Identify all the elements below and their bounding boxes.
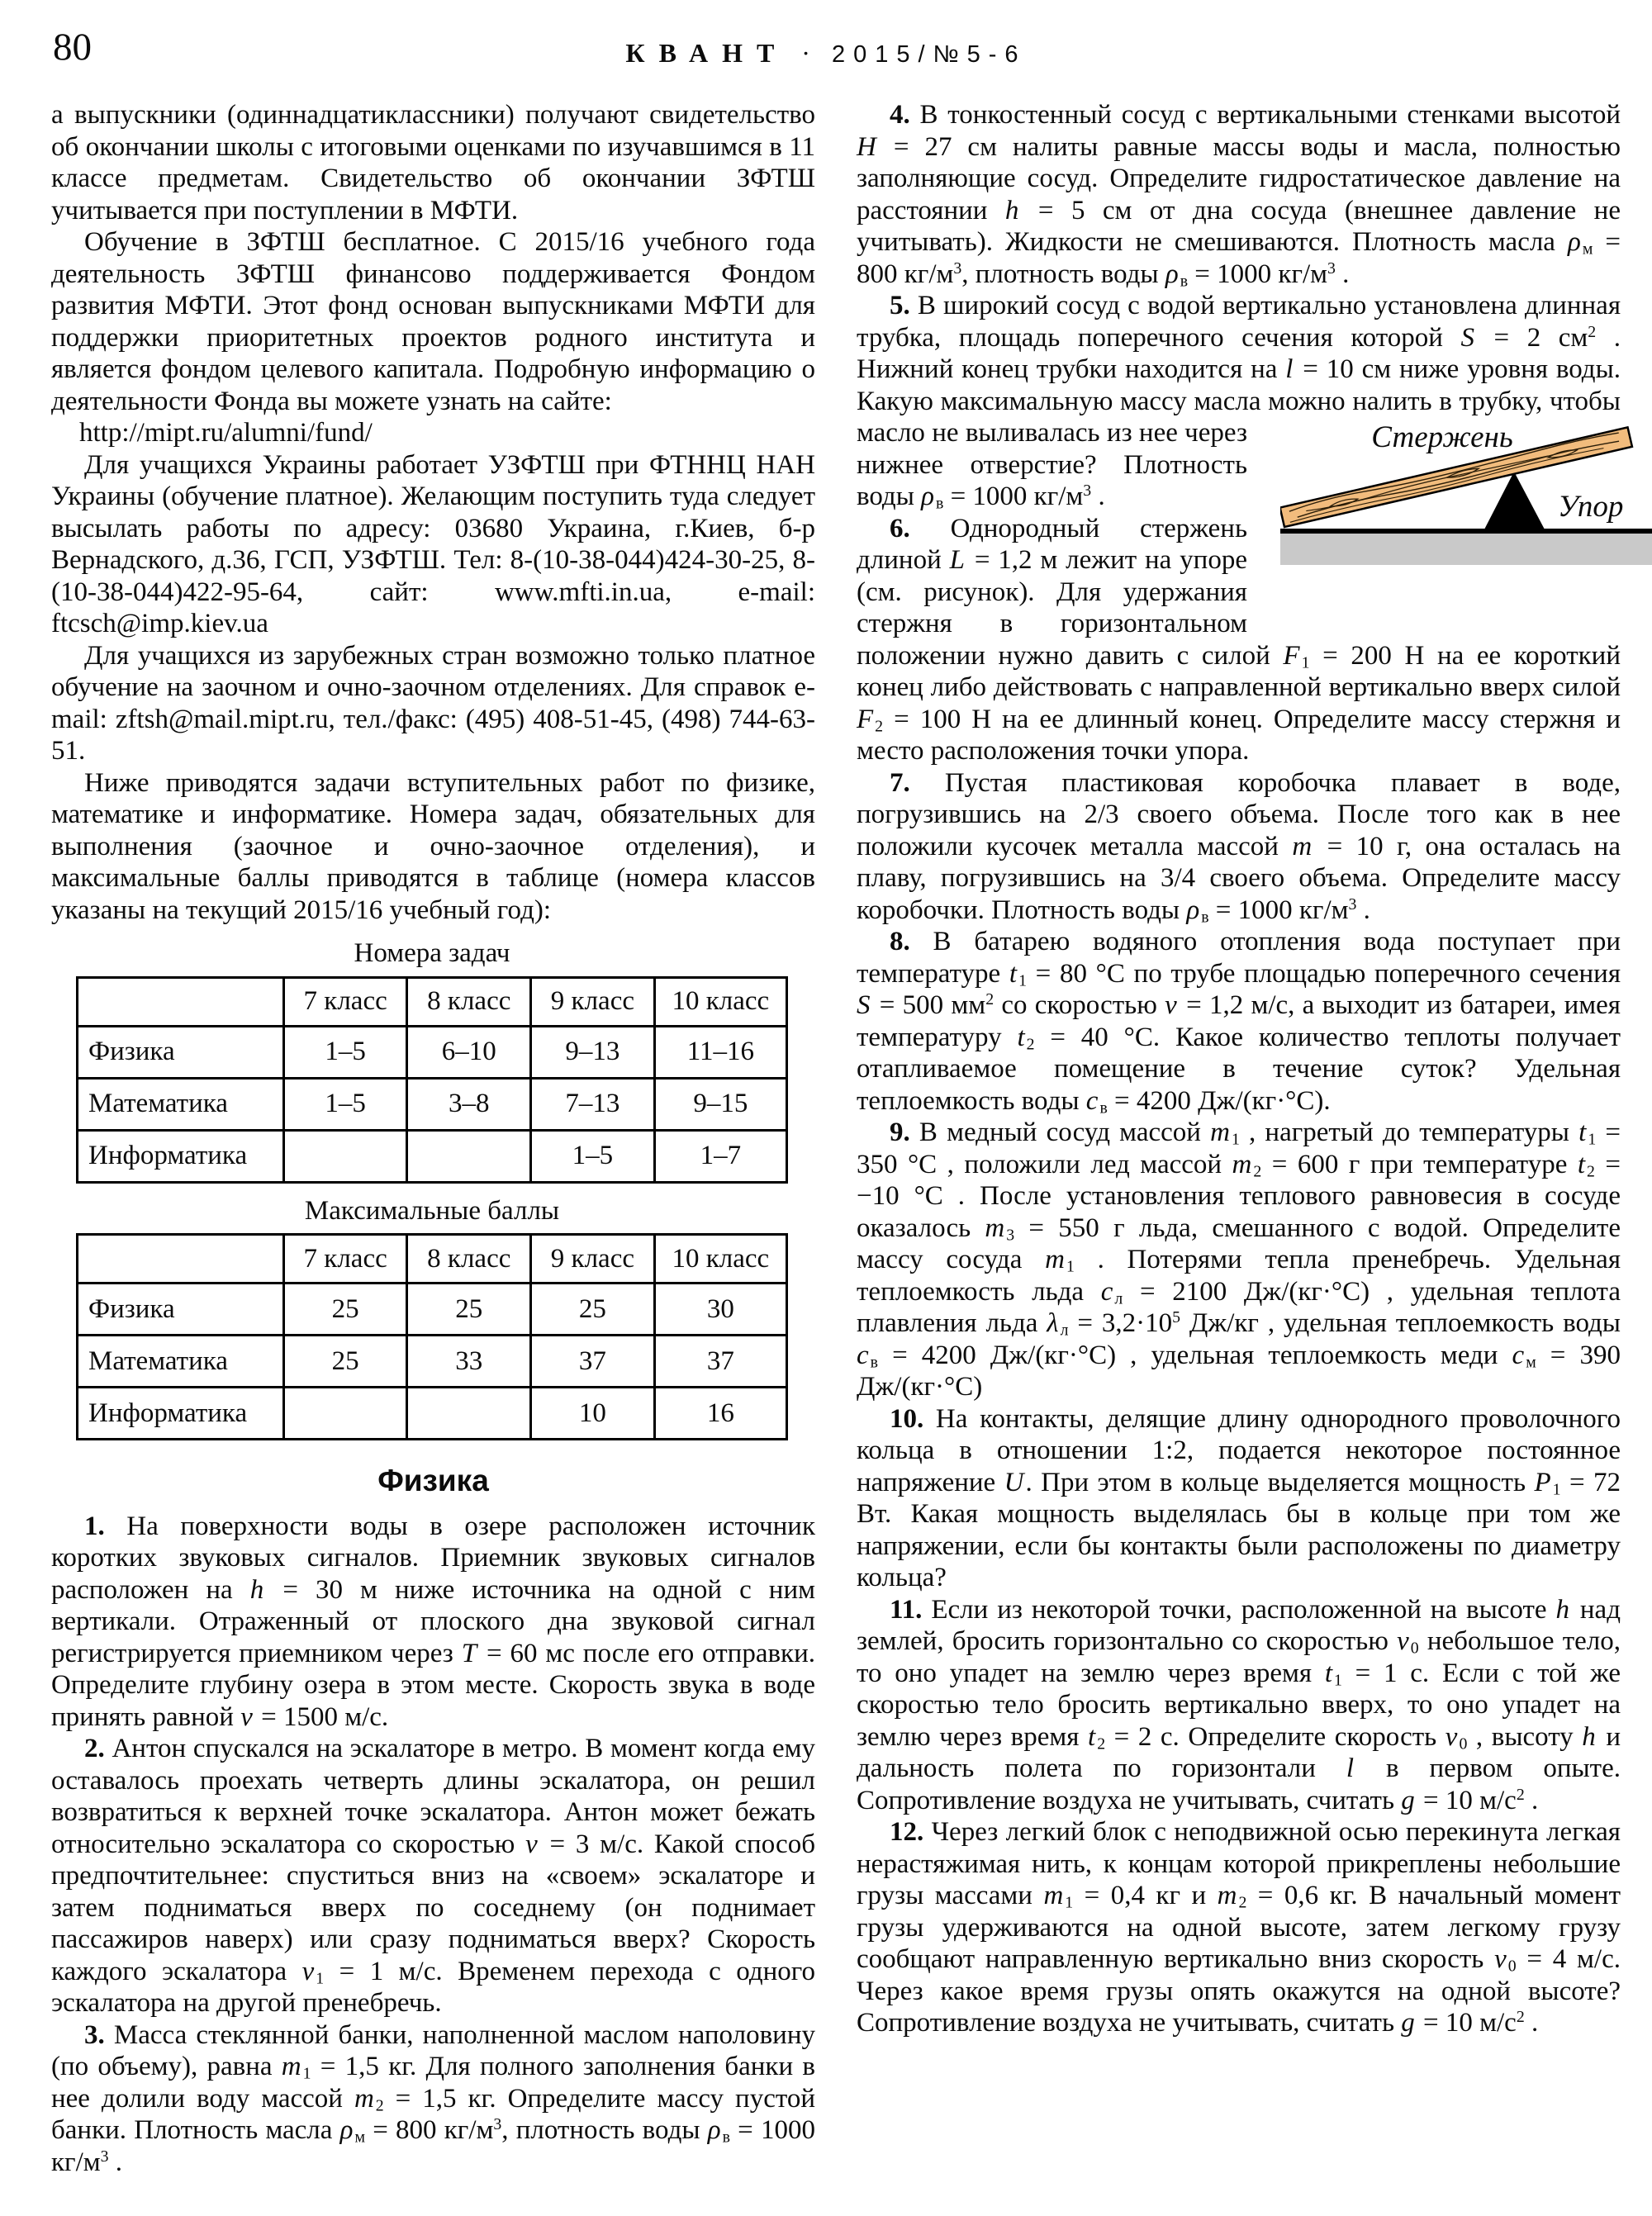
subject-cell: Информатика	[78, 1388, 284, 1440]
math-token: 2	[375, 2095, 384, 2114]
math-token: g	[1401, 2008, 1415, 2038]
subject-cell: Физика	[78, 1284, 284, 1336]
problem-7: 7. Пустая пластиковая коробочка плавает в воде, погрузившись на 2/3 своего объема. После того как в нее положили кусочек металла массой m = 10 г, она осталась на плаву, погрузившись на 3/4 своего объема. Определите массу коробочки. Плотность воды ρ $_в$ = 1000 $кг/м^3$ .	[857, 767, 1621, 926]
math-token: 1	[1588, 1130, 1597, 1149]
value-cell: 25	[283, 1284, 407, 1336]
page-header	[0, 0, 1652, 76]
math-token: S	[857, 990, 871, 1020]
math-token: 2	[1516, 2008, 1525, 2027]
table-row	[78, 1078, 787, 1130]
max-scores-caption: Максимальные баллы	[304, 1195, 560, 1226]
math-token: 0	[1507, 1957, 1517, 1976]
problem-number: 8.	[890, 927, 910, 956]
math-token: 5	[1172, 1308, 1181, 1327]
math-token: v	[525, 1829, 538, 1859]
max-scores-table	[76, 1233, 788, 1440]
math-token: 2	[875, 716, 884, 735]
math-token: 2	[1516, 1785, 1525, 1804]
math-token: 3	[493, 2115, 502, 2134]
math-token: в	[1099, 1098, 1108, 1117]
math-token: 1	[1018, 970, 1027, 989]
support-triangle	[1484, 472, 1545, 529]
rod-label: Стержень	[1371, 420, 1513, 454]
journal-masthead	[625, 38, 1026, 69]
value-cell: 1–5	[531, 1130, 655, 1182]
value-cell: 33	[407, 1336, 531, 1388]
problem-2: 2. Антон спускался на эскалаторе в метро. В момент когда ему оставалось проехать четверть длины эскалатора, он решил возвратиться к верхней точке эскалатора. Антон может бежать относительно эскалатора со скоростью v = 3 м/с. Какой способ предпочтительнее: спуститься вниз на «своем» эскалаторе и затем подниматься вверх по соседнему (он поднимает пассажиров наверх) или сразу подниматься вверх? Скорость каждого эскалатора v $_1$ = 1 м/с. Временем перехода с одного эскалатора на другой пренебречь.	[51, 1734, 815, 2018]
math-token: 1	[1333, 1670, 1342, 1689]
subject-cell: Математика	[78, 1336, 284, 1388]
page-number: 80	[53, 26, 92, 69]
math-token: в	[1201, 907, 1209, 926]
math-token: l	[1346, 1753, 1355, 1783]
math-token: m	[354, 2083, 374, 2114]
value-cell: 37	[531, 1336, 655, 1388]
math-token: в	[1180, 271, 1189, 290]
table-row	[78, 1336, 787, 1388]
section-heading-physics: Физика	[377, 1464, 489, 1497]
value-cell: 9–13	[531, 1026, 655, 1078]
problem-5-text-before-figure: 5. В широкий сосуд с водой вертикально установлена длинная трубка, площадь поперечного сечения которой S = 2 $см^2$ . Нижний конец трубки находится на l = 10 см ниже уровня воды. Какую максимальную массу масла можно	[857, 291, 1621, 416]
class-header-cell: 9 класс	[531, 1235, 655, 1284]
value-cell: 25	[283, 1336, 407, 1388]
math-token: h	[249, 1574, 264, 1605]
intro-paragraph-continuation: а выпускники (одиннадцатиклассники) получают свидетельство об окончании школы с итоговыми оценками по изучавшимся в 11 классе предметам. Свидетельство об окончании ЗФТШ учитывается при поступлении в МФТИ.	[51, 100, 815, 225]
value-cell: 37	[654, 1336, 786, 1388]
math-token: 2	[1253, 1161, 1262, 1180]
math-token: λ	[1047, 1308, 1059, 1338]
math-token: ρ	[1186, 894, 1200, 925]
max-scores-block	[76, 1195, 788, 1441]
value-cell	[407, 1130, 531, 1182]
value-cell: 25	[531, 1284, 655, 1336]
fund-url: http://mipt.ru/alumni/fund/	[79, 418, 373, 448]
class-header-cell: 8 класс	[407, 977, 531, 1026]
math-token: H	[857, 131, 876, 162]
math-token: в	[870, 1352, 878, 1371]
subject-cell: Физика	[78, 1026, 284, 1078]
ground-line	[1280, 529, 1652, 534]
value-cell: 25	[407, 1284, 531, 1336]
value-cell: 10	[531, 1388, 655, 1440]
table-row	[78, 1388, 787, 1440]
math-token: v	[1397, 1626, 1409, 1656]
problem-number: 2.	[84, 1734, 105, 1763]
class-header-cell: 7 класс	[283, 1235, 407, 1284]
value-cell: 3–8	[407, 1078, 531, 1130]
math-token: h	[1582, 1721, 1596, 1752]
math-token: t	[1017, 1022, 1025, 1052]
math-token: 2	[1097, 1734, 1106, 1753]
problem-number: 12.	[890, 1817, 924, 1847]
math-token: L	[949, 545, 965, 575]
class-header-cell: 9 класс	[531, 977, 655, 1026]
math-token: m	[1210, 1117, 1230, 1147]
math-token: m	[1217, 1881, 1237, 1910]
problem-1: 1. На поверхности воды в озере расположен источник коротких звуковых сигналов. Приемник звуковых сигналов расположен на h = 30 м ниже источника на одной с ним вертикали. Отраженный от плоского дна звуковой сигнал регистрируется приемником через T = 60 мс после его отправки. Определите глубину озера в этом месте. Скорость звука в воде принять равной v = 1500 м/с.	[51, 1511, 815, 1732]
task-numbers-table	[76, 976, 788, 1184]
table-row	[78, 1284, 787, 1336]
math-token: ρ	[1165, 259, 1179, 289]
math-token: v	[1445, 1721, 1458, 1752]
math-token: m	[1292, 831, 1313, 861]
math-token: 2	[1588, 322, 1597, 341]
ground-strip	[1280, 534, 1652, 565]
table-row	[78, 1026, 787, 1078]
math-token: ρ	[339, 2115, 354, 2145]
problem-9: 9. В медный сосуд массой m $_1$ , нагретый до температуры t $_1$ = 350 °C , положили лед массой m $_2$ = 600 г при температуре t $_2$ = −10 °C . После установления теплового равновесия в сосуде оказалось m $_3$ = 550 г льда, смешанного с водой. Определите массу сосуда m $_1$ . Потерями тепла пренебречь. Удельная теплоемкость льда c $_л$ = 2100 Дж/(кг·°C) , удельная теплота плавления льда λ $_л = 3,2\cdot 10^5$ Дж/кг , удельная теплоемкость воды c $_в$ = 4200 Дж/(кг·°C) , удельная теплоемкость меди c $_м$ = 390 Дж/(кг·°C)	[857, 1117, 1621, 1402]
math-token: F	[857, 704, 874, 734]
problem-5	[857, 290, 1624, 524]
problem-12: 12. Через легкий блок с неподвижной осью перекинута легкая нерастяжимая нить, к концам которой прикреплены небольшие грузы массами m $_1$ = 0,4 кг и m $_2$ = 0,6 кг. В начальный момент грузы удерживаются на одной высоте, затем легкому грузу сообщают направленную вертикально вниз скорость v $_0$ = 4 м/с. Через какое время грузы опять окажутся на одной высоте? Сопротивление воздуха не учитывать, считать g = 10 $м/с^2$ .	[857, 1817, 1621, 2038]
value-cell: 30	[654, 1284, 786, 1336]
left-column	[51, 99, 815, 2178]
problem-10: 10. На контакты, делящие длину однородного проволочного кольца в отношении 1:2, подается некоторое постоянное напряжение U. При этом в кольце выделяется мощность P $_1$ = 72 Вт. Какая мощность выделялась бы в кольце при том же напряжении, если бы контакты были расположены по диаметру кольца?	[857, 1403, 1621, 1592]
value-cell: 1–5	[283, 1026, 407, 1078]
math-token: 2	[1238, 1893, 1247, 1912]
value-cell: 7–13	[531, 1078, 655, 1130]
math-token: t	[1009, 958, 1018, 989]
two-column-layout	[0, 76, 1652, 2178]
math-token: 1	[1301, 652, 1310, 671]
math-token: л	[1114, 1288, 1123, 1307]
math-token: m	[985, 1212, 1005, 1243]
math-token: c	[1512, 1340, 1525, 1370]
value-cell: 16	[654, 1388, 786, 1440]
corner-cell	[78, 1235, 284, 1284]
math-token: 0	[1410, 1639, 1419, 1658]
math-token: c	[857, 1340, 869, 1370]
math-token: 1	[1065, 1893, 1074, 1912]
rod-figure	[1247, 420, 1624, 617]
math-token: 3	[953, 259, 962, 278]
problem-11: 11. Если из некоторой точки, расположенной на высоте h над землей, бросить горизонтально со скоростью v $_0$ небольшое тело, то оно упадет на землю через время t $_1$ = 1 с. Если с той же скоростью тело бросить вертикально вверх, то оно упадет на землю через время t $_2$ = 2 с. Определите скорость v $_0$ , высоту h и дальность полета по горизонтали l в первом опыте. Сопротивление воздуха не учитывать, считать g = 10 $м/с^2$ .	[857, 1594, 1621, 1815]
math-token: U	[1004, 1467, 1024, 1497]
math-token: 3	[1348, 894, 1357, 913]
problem-6: 6. Однородный стержень длиной L = 1,2 м лежит на упоре (см. рисунок). Для удержания стержня в горизонтальном положении нужно давить с силой F $_1$ = 200 Н на ее короткий конец либо действовать с направленной вертикально вверх силой F $_2$ = 100 Н на ее длинный конец. Определите массу стержня и место расположения точки упора.	[857, 513, 1621, 766]
journal-title: КВАНТ	[625, 38, 789, 68]
subject-cell: Математика	[78, 1078, 284, 1130]
math-token: c	[1085, 1085, 1099, 1116]
math-token: m	[1043, 1881, 1064, 1910]
problem-number: 4.	[890, 100, 910, 130]
math-token: м	[1582, 240, 1593, 259]
math-token: 3	[1006, 1225, 1015, 1244]
table-row	[78, 1130, 787, 1182]
math-token: 1	[316, 1968, 325, 1987]
math-token: v	[240, 1701, 253, 1732]
problem-number: 6.	[890, 513, 910, 543]
math-token: F	[1283, 640, 1300, 671]
support-label: Упор	[1558, 490, 1624, 524]
corner-cell	[78, 977, 284, 1026]
math-token: P	[1534, 1467, 1551, 1497]
math-token: l	[1285, 354, 1294, 384]
math-token: t	[1577, 1149, 1585, 1179]
math-token: 3	[1083, 482, 1092, 501]
math-token: 1	[1231, 1130, 1240, 1149]
value-cell	[283, 1388, 407, 1440]
math-token: 1	[1552, 1479, 1561, 1498]
subject-cell: Информатика	[78, 1130, 284, 1182]
math-token: m	[281, 2052, 301, 2081]
math-token: g	[1401, 1785, 1415, 1815]
tuition-paragraph: Обучение в ЗФТШ бесплатное. С 2015/16 учебного года деятельность ЗФТШ финансово поддерживается Фондом развития МФТИ. Этот фонд основан выпускниками МФТИ для поддержки приоритетных проектов родного института и является фондом целевого капитала. Подробную информацию о деятельности Фонда вы можете узнать на сайте:	[51, 227, 815, 416]
issue-label: 2015/№5-6	[831, 41, 1027, 68]
problem-5-text-after-figure: налить в трубку, чтобы масло не выливалась из нее через нижнее отверстие? Плотность воды ρ $_в$ = 1000 $кг/м^3$ .	[857, 386, 1621, 513]
task-numbers-caption: Номера задач	[354, 938, 510, 968]
math-token: t	[1324, 1658, 1332, 1688]
value-cell: 11–16	[654, 1026, 786, 1078]
math-token: v	[1165, 990, 1177, 1020]
math-token: m	[1045, 1245, 1065, 1274]
math-token: в	[722, 2128, 730, 2147]
math-token: в	[935, 494, 944, 513]
class-header-cell: 7 класс	[283, 977, 407, 1026]
math-token: 0	[1459, 1734, 1468, 1753]
value-cell: 1–5	[283, 1078, 407, 1130]
math-token: л	[1060, 1321, 1069, 1340]
math-token: 1	[1066, 1257, 1075, 1276]
problem-4: 4. В тонкостенный сосуд с вертикальными стенками высотой H = 27 см налиты равные массы воды и масла, полностью заполняющие сосуд. Определите гидростатическое давление на расстоянии h = 5 см от дна сосуда (внешнее давление не учитывать). Жидкости не смешиваются. Плотность масла ρ $_м$ = 800 $кг/м^3$, плотность воды ρ $_в$ = 1000 $кг/м^3$ .	[857, 100, 1621, 290]
math-token: м	[1526, 1352, 1536, 1371]
problem-number: 1.	[84, 1511, 105, 1541]
math-token: ρ	[1567, 227, 1581, 257]
math-token: 2	[1026, 1034, 1035, 1053]
right-column	[857, 99, 1624, 2178]
math-token: h	[1555, 1594, 1569, 1625]
value-cell: 9–15	[654, 1078, 786, 1130]
masthead-separator: ·	[801, 38, 810, 68]
class-header-cell: 10 класс	[654, 977, 786, 1026]
rod-on-support-illustration	[1280, 420, 1652, 565]
problem-number: 3.	[84, 2019, 105, 2050]
ukraine-paragraph: Для учащихся Украины работает УЗФТШ при ФТННЦ НАН Украины (обучение платное). Желающим поступить туда следует высылать работы по адресу: 03680 Украина, г.Киев, б-р Вернадского, д.36, ГСП, УЗФТШ. Тел: 8-(10-38-044)424-30-25, 8-(10-38-044)422-95-64, сайт: www.mfti.in.ua, e-mail: ftcsch@imp.kiev.ua	[51, 449, 815, 638]
value-cell	[283, 1130, 407, 1182]
math-token: c	[1100, 1276, 1113, 1307]
math-token: m	[1232, 1149, 1252, 1179]
problem-number: 7.	[890, 767, 910, 798]
problem-number: 11.	[890, 1594, 923, 1625]
task-numbers-block	[76, 937, 788, 1184]
math-token: м	[354, 2128, 366, 2147]
problem-3: 3. Масса стеклянной банки, наполненной маслом наполовину (по объему), равна m $_1$ = 1,5 кг. Для полного заполнения банки в нее долили воду массой m $_2$ = 1,5 кг. Определите массу пустой банки. Плотность масла ρ $_м$ = 800 $кг/м^3$, плотность воды ρ $_в$ = 1000 $кг/м^3$ .	[51, 2019, 815, 2177]
value-cell: 1–7	[654, 1130, 786, 1182]
math-token: ρ	[707, 2115, 721, 2145]
table-header-row	[78, 977, 787, 1026]
value-cell: 6–10	[407, 1026, 531, 1078]
math-token: v	[301, 1956, 315, 1986]
math-token: v	[1494, 1944, 1507, 1974]
math-token: 2	[1587, 1161, 1595, 1180]
class-header-cell: 8 класс	[407, 1235, 531, 1284]
tasks-intro-paragraph: Ниже приводятся задачи вступительных работ по физике, математике и информатике. Номера задач, обязательных для выполнения (заочное и очно-заочное отделения), и максимальные баллы приводятся в таблице (номера классов указаны на текущий 2015/16 учебный год):	[51, 767, 815, 925]
class-header-cell: 10 класс	[654, 1235, 786, 1284]
math-token: 2	[985, 990, 995, 1009]
math-token: T	[461, 1638, 477, 1668]
math-token: 3	[1327, 259, 1336, 278]
problem-8: 8. В батарею водяного отопления вода поступает при температуре t $_1$ = 80 °C по трубе площадью поперечного сечения S = 500 $мм^2$ со скоростью v = 1,2 м/с, а выходит из батареи, имея температуру t $_2$ = 40 °C. Какое количество теплоты получает отапливаемое помещение в течение суток? Удельная теплоемкость воды c $_в$ = 4200 Дж/(кг·°C).	[857, 927, 1621, 1117]
math-token: t	[1088, 1721, 1096, 1752]
value-cell	[407, 1388, 531, 1440]
math-token: t	[1578, 1117, 1587, 1147]
table-header-row	[78, 1235, 787, 1284]
problem-number: 10.	[890, 1403, 924, 1434]
foreign-students-paragraph: Для учащихся из зарубежных стран возможно только платное обучение на заочном и очно-заочном отделениях. Для справок e-mail: zftsh@mail.mipt.ru, тел./факс: (495) 408-51-45, (498) 744-63-51.	[51, 640, 815, 766]
math-token: ρ	[921, 482, 934, 511]
math-token: h	[1004, 195, 1019, 225]
math-token: 3	[100, 2147, 109, 2166]
problem-number: 5.	[890, 291, 910, 320]
problem-number: 9.	[890, 1117, 910, 1147]
math-token: S	[1460, 322, 1474, 353]
math-token: 1	[302, 2064, 311, 2083]
